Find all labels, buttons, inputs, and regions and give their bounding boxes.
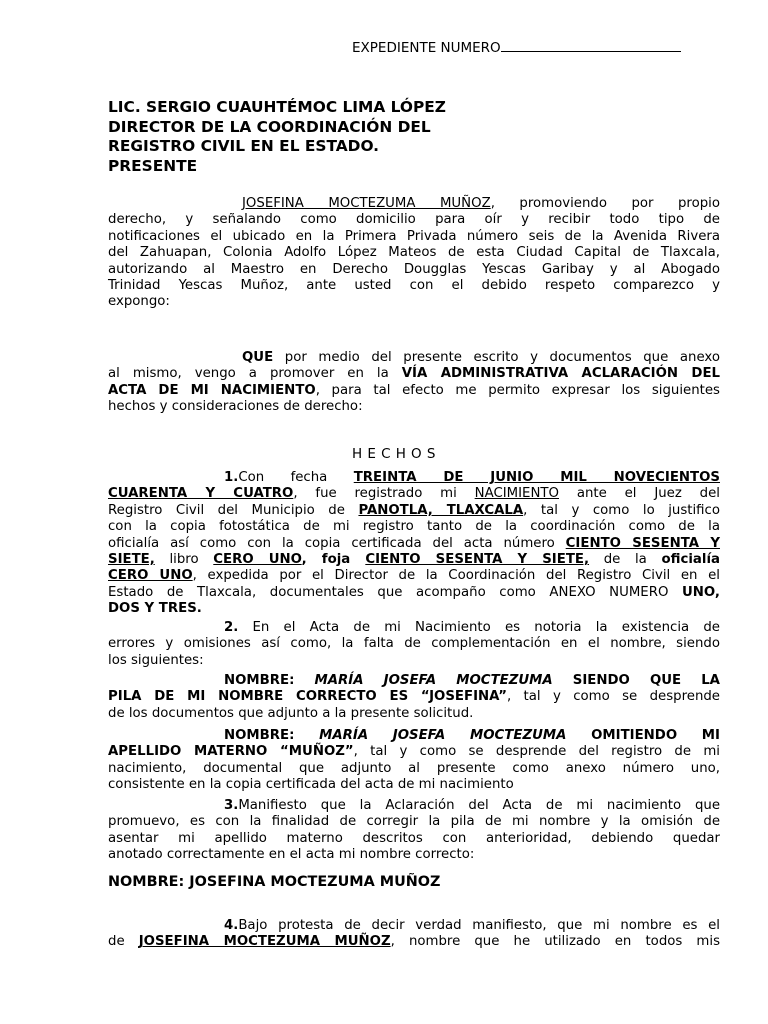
que-paragraph: QUE por medio del presente escrito y documentos que anexo al mismo, vengo a promover en la VÍA ADMINISTRATIVA ACLARACIÓN DEL ACTA DE MI NACIMIENTO, para tal efecto me permito expresar los siguientes hechos y consideraciones de derecho: <box>108 350 721 415</box>
correct-name-heading: NOMBRE: JOSEFINA MOCTEZUMA MUÑOZ <box>108 874 441 890</box>
name-error-2: NOMBRE: MARÍA JOSEFA MOCTEZUMA OMITIENDO MI APELLIDO MATERNO “MUÑOZ”, tal y como se desprende del registro de mi nacimiento, documental que adjunto al presente como anexo número uno, consistente en la copia certificada del acta de mi nacimiento <box>108 728 720 793</box>
addressee-presente: PRESENTE <box>108 156 198 175</box>
expediente-number-blank <box>501 40 681 52</box>
hecho-2: 2. En el Acta de mi Nacimiento es notoria la existencia de errores y omisiones así como, la falta de complementación en el nombre, siendo los siguientes: <box>108 620 720 668</box>
hechos-heading: HECHOS <box>352 446 441 462</box>
addressee-title: DIRECTOR DE LA COORDINACIÓN DEL <box>108 117 431 136</box>
addressee-title-2: REGISTRO CIVIL EN EL ESTADO. <box>108 137 380 155</box>
expediente-label: EXPEDIENTE NUMERO <box>352 40 501 56</box>
hecho-3: 3.Manifiesto que la Aclaración del Acta de mi nacimiento que promuevo, es con la finalidad de corregir la pila de mi nombre y la omisión de asentar mi apellido materno descritos con anterioridad, debiendo quedar anotado correctamente en el acta mi nombre correcto: <box>108 798 720 863</box>
name-error-1: NOMBRE: MARÍA JOSEFA MOCTEZUMA SIENDO QUE LA PILA DE MI NOMBRE CORRECTO ES “JOSEFINA”, tal y como se desprende de los documentos que adjunto a la presente solicitud. <box>108 673 720 721</box>
expediente-header <box>352 40 681 56</box>
addressee-name: LIC. SERGIO CUAUHTÉMOC LIMA LÓPEZ <box>108 98 446 116</box>
petitioner-name: JOSEFINA MOCTEZUMA MUÑOZ <box>242 196 491 211</box>
hecho-1: 1.Con fecha TREINTA DE JUNIO MIL NOVECIENTOS CUARENTA Y CUATRO, fue registrado mi NACIMIENTO ante el Juez del Registro Civil del Municipio de PANOTLA, TLAXCALA, tal y como lo justifico con la copia fotostática de mi registro tanto de la coordinación como de la oficialía así como con la copia certificada del acta número CIENTO SESENTA Y SIETE, libro CERO UNO, foja CIENTO SESENTA Y SIETE, de la oficialía CERO UNO, expedida por el Director de la Coordinación del Registro Civil en el Estado de Tlaxcala, documentales que acompaño como ANEXO NUMERO UNO, DOS Y TRES. <box>108 470 720 617</box>
intro-paragraph: JOSEFINA MOCTEZUMA MUÑOZ, promoviendo por propio derecho, y señalando como domicilio para oír y recibir todo tipo de notificaciones el ubicado en la Primera Privada número seis de la Avenida Rivera del Zahuapan, Colonia Adolfo López Mateos de esta Ciudad Capital de Tlaxcala, autorizando al Maestro en Derecho Dougglas Yescas Garibay y al Abogado Trinidad Yescas Muñoz, ante usted con el debido respeto comparezco y expongo: <box>108 196 720 310</box>
addressee-block <box>108 98 446 176</box>
hecho-4: 4.Bajo protesta de decir verdad manifiesto, que mi nombre es el de JOSEFINA MOCTEZUMA MUÑOZ, nombre que he utilizado en todos mis <box>108 918 720 950</box>
